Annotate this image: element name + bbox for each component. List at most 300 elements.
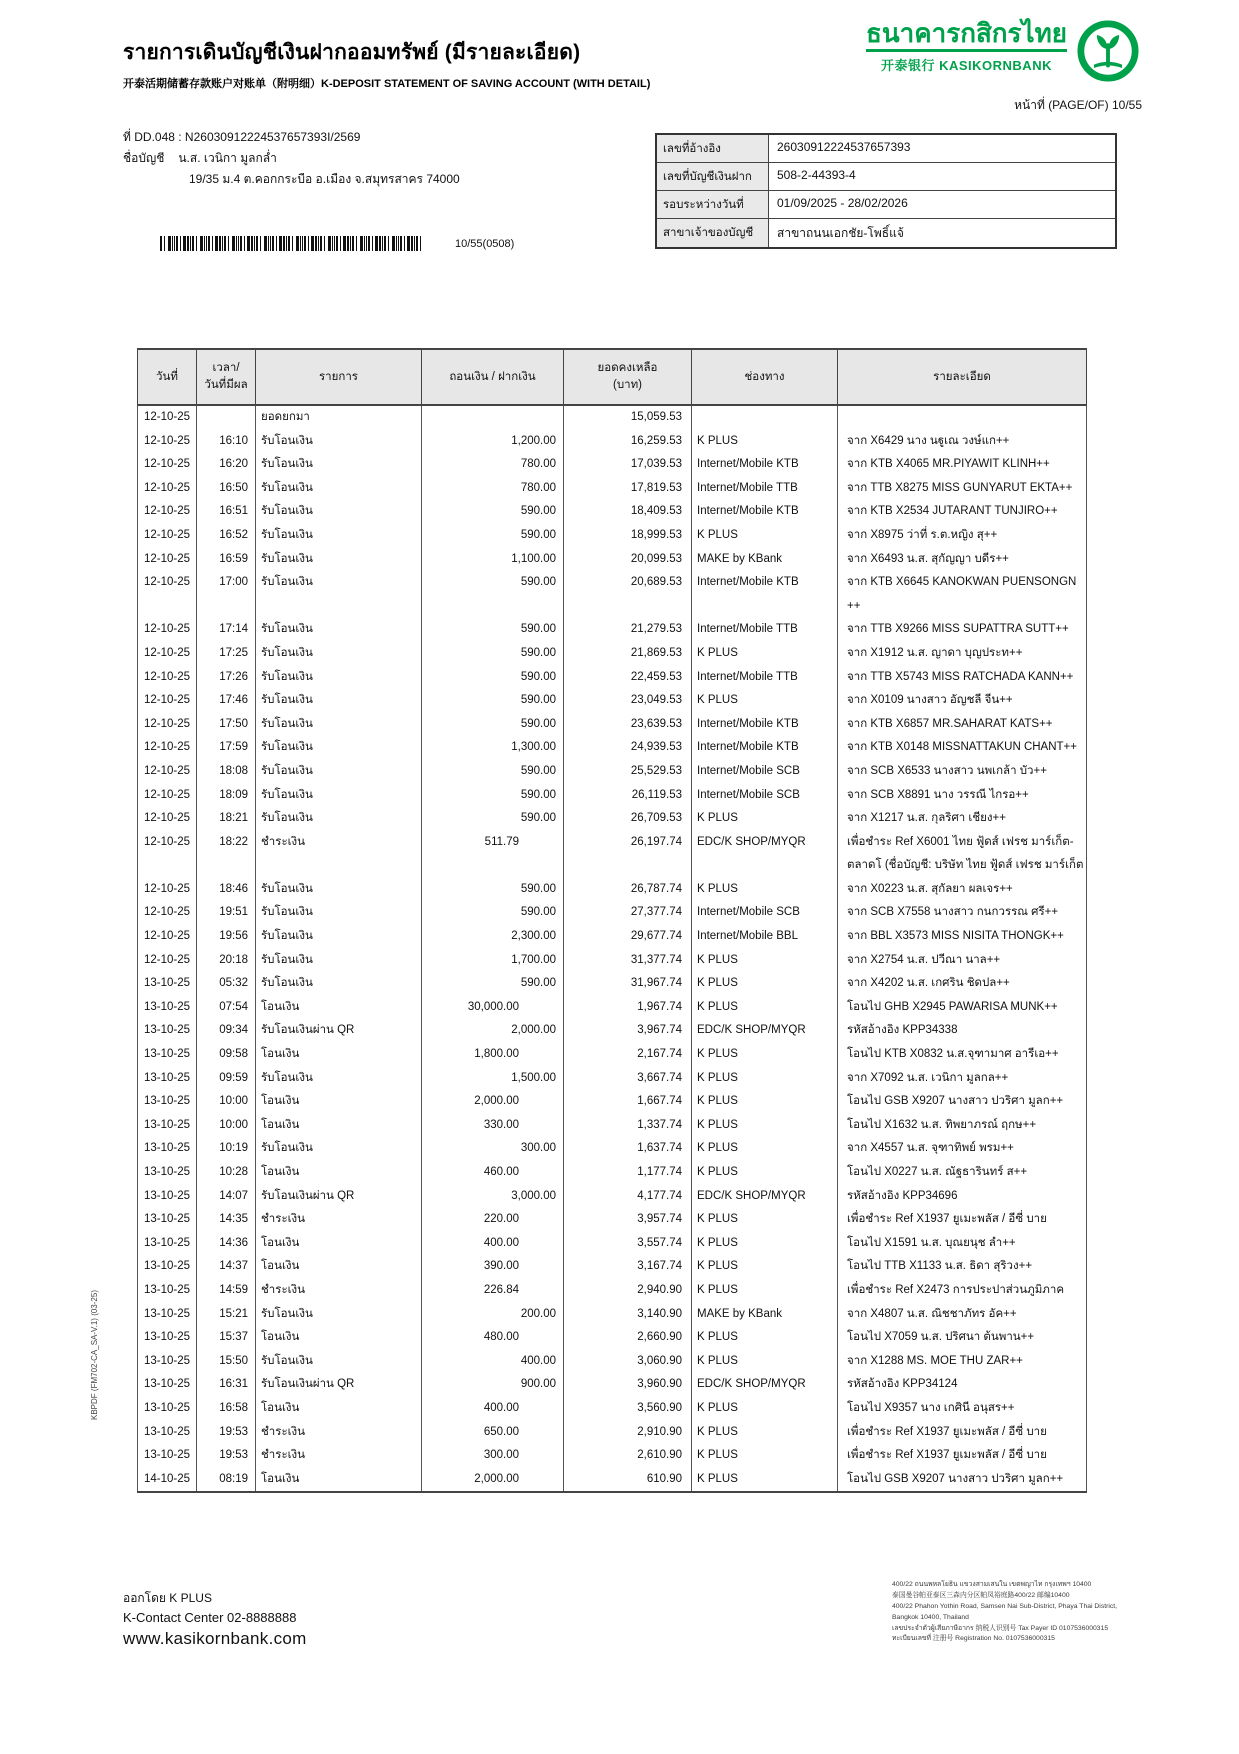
cell-balance: 3,557.74 [563, 1232, 691, 1256]
cell-channel: K PLUS [691, 1090, 837, 1114]
table-row [137, 1137, 1087, 1161]
cell-time: 17:14 [196, 618, 255, 642]
cell-detail [837, 1350, 1087, 1374]
cell-time: 16:50 [196, 477, 255, 501]
table-row [137, 1468, 1087, 1492]
cell-balance: 3,560.90 [563, 1397, 691, 1421]
barcode-bar [292, 236, 293, 251]
cell-balance: 3,167.74 [563, 1255, 691, 1279]
cell-date: 13-10-25 [137, 1067, 196, 1091]
cell-balance: 3,667.74 [563, 1067, 691, 1091]
barcode-bar [315, 236, 317, 251]
cell-transaction-type: รับโอนเงิน [255, 524, 421, 548]
bank-logo-rule [866, 49, 1067, 52]
cell-balance: 15,059.53 [563, 406, 691, 430]
cell-amount: 1,700.00 [421, 949, 563, 973]
cell-date: 12-10-25 [137, 736, 196, 760]
table-row [137, 1255, 1087, 1279]
cell-detail [837, 477, 1087, 501]
footer-fine-print [892, 1580, 1124, 1645]
title-block [123, 36, 650, 91]
cell-date: 13-10-25 [137, 1161, 196, 1185]
cell-date: 13-10-25 [137, 1232, 196, 1256]
cell-amount: 220.00 [421, 1208, 563, 1232]
cell-transaction-type: รับโอนเงิน [255, 760, 421, 784]
detail-line: โอนไป GSB X9207 นางสาว ปวริศา มูลก++ [847, 1472, 1064, 1485]
info-label: สาขาเจ้าของบัญชี [657, 219, 769, 247]
detail-line: จาก SCB X7558 นางสาว กนกวรรณ ศรี++ [847, 906, 1059, 919]
detail-line: จาก X4557 น.ส. จุฑาทิพย์ พรม++ [847, 1142, 1014, 1155]
cell-transaction-type: รับโอนเงิน [255, 925, 421, 949]
cell-transaction-type: รับโอนเงิน [255, 901, 421, 925]
cell-amount: 780.00 [421, 453, 563, 477]
cell-date: 12-10-25 [137, 642, 196, 666]
bank-logo-text [866, 20, 1067, 74]
barcode-bar [300, 236, 301, 251]
footer-left [123, 1589, 307, 1649]
barcode-bar [172, 236, 173, 251]
cell-detail [837, 736, 1087, 760]
info-value: 508-2-44393-4 [777, 168, 856, 182]
cell-transaction-type: ชำระเงิน [255, 831, 421, 878]
table-row [137, 949, 1087, 973]
barcode-bar [382, 236, 383, 251]
table-row [137, 1114, 1087, 1138]
barcode-bar [336, 236, 338, 251]
cell-time: 19:56 [196, 925, 255, 949]
account-block [123, 152, 460, 186]
cell-transaction-type: ชำระเงิน [255, 1444, 421, 1468]
cell-detail [837, 1161, 1087, 1185]
cell-channel: EDC/K SHOP/MYQR [691, 1373, 837, 1397]
cell-transaction-type: รับโอนเงิน [255, 1350, 421, 1374]
table-row [137, 996, 1087, 1020]
barcode-bar [180, 236, 181, 251]
barcode-bar [324, 236, 325, 251]
cell-balance: 1,637.74 [563, 1137, 691, 1161]
cell-date: 12-10-25 [137, 689, 196, 713]
cell-channel: Internet/Mobile SCB [691, 901, 837, 925]
cell-channel: K PLUS [691, 1114, 837, 1138]
column-header [137, 350, 196, 404]
table-row [137, 1326, 1087, 1350]
cell-time: 10:19 [196, 1137, 255, 1161]
cell-amount: 2,000.00 [421, 1090, 563, 1114]
cell-time: 14:37 [196, 1255, 255, 1279]
cell-amount: 1,300.00 [421, 736, 563, 760]
table-row [137, 1090, 1087, 1114]
cell-time: 16:20 [196, 453, 255, 477]
cell-date: 12-10-25 [137, 713, 196, 737]
cell-time: 17:25 [196, 642, 255, 666]
table-row [137, 689, 1087, 713]
cell-time [196, 406, 255, 430]
cell-channel: K PLUS [691, 1137, 837, 1161]
cell-time: 19:53 [196, 1444, 255, 1468]
barcode-bar [360, 236, 363, 251]
cell-amount: 590.00 [421, 713, 563, 737]
cell-balance: 2,610.90 [563, 1444, 691, 1468]
barcode-bar [400, 236, 402, 251]
cell-amount: 2,000.00 [421, 1468, 563, 1492]
cell-channel: Internet/Mobile TTB [691, 618, 837, 642]
barcode-bar [392, 236, 395, 251]
cell-channel: K PLUS [691, 1208, 837, 1232]
cell-transaction-type: ยอดยกมา [255, 406, 421, 430]
cell-channel: Internet/Mobile KTB [691, 453, 837, 477]
column-header-line: ยอดคงเหลือ [597, 362, 658, 375]
cell-channel: MAKE by KBank [691, 548, 837, 572]
cell-detail [837, 1373, 1087, 1397]
page-number: หน้าที่ (PAGE/OF) 10/55 [1014, 98, 1142, 112]
cell-channel: Internet/Mobile KTB [691, 736, 837, 760]
cell-time: 17:26 [196, 666, 255, 690]
fine-print-line: 400/22 Phahon Yothin Road, Samsen Nai Sub-District, Phaya Thai District, Bangkok 10400, Thailand [892, 1602, 1118, 1621]
table-row [137, 1421, 1087, 1445]
table-row [137, 1043, 1087, 1067]
cell-balance: 2,910.90 [563, 1421, 691, 1445]
cell-detail [837, 1397, 1087, 1421]
cell-amount: 590.00 [421, 760, 563, 784]
cell-detail [837, 524, 1087, 548]
cell-transaction-type: รับโอนเงิน [255, 1137, 421, 1161]
barcode-bar [334, 236, 335, 251]
detail-line: จาก X4807 น.ส. ณิชชาภัทร อัค++ [847, 1307, 1017, 1320]
cell-date: 13-10-25 [137, 1350, 196, 1374]
cell-transaction-type: โอนเงิน [255, 996, 421, 1020]
detail-line: จาก X6493 น.ส. สุกัญญา บดีร++ [847, 552, 1009, 565]
column-header [837, 350, 1087, 404]
cell-date: 12-10-25 [137, 618, 196, 642]
barcode-bar [168, 236, 171, 251]
barcode-bar [244, 236, 245, 251]
cell-amount: 390.00 [421, 1255, 563, 1279]
cell-transaction-type: รับโอนเงิน [255, 713, 421, 737]
cell-amount: 590.00 [421, 784, 563, 808]
cell-amount: 1,500.00 [421, 1067, 563, 1091]
barcode-bar [414, 236, 415, 251]
info-label: เลขที่อ้างอิง [657, 135, 769, 162]
column-header-line: เวลา/ [212, 362, 240, 375]
cell-time: 17:59 [196, 736, 255, 760]
cell-date: 12-10-25 [137, 760, 196, 784]
cell-date: 13-10-25 [137, 1303, 196, 1327]
bank-website: www.kasikornbank.com [123, 1629, 307, 1648]
table-row [137, 1444, 1087, 1468]
cell-time: 18:21 [196, 807, 255, 831]
cell-time: 15:37 [196, 1326, 255, 1350]
table-row [137, 571, 1087, 618]
table-row [137, 1019, 1087, 1043]
detail-line: โอนไป GHB X2945 PAWARISA MUNK++ [847, 1000, 1058, 1013]
detail-line: จาก KTB X2534 JUTARANT TUNJIRO++ [847, 505, 1058, 518]
barcode-bar [343, 236, 346, 251]
detail-line: จาก TTB X9266 MISS SUPATTRA SUTT++ [847, 623, 1069, 636]
cell-channel: Internet/Mobile TTB [691, 666, 837, 690]
cell-detail [837, 1019, 1087, 1043]
cell-time: 14:36 [196, 1232, 255, 1256]
cell-channel: K PLUS [691, 1397, 837, 1421]
table-row [137, 1185, 1087, 1209]
cell-balance: 2,167.74 [563, 1043, 691, 1067]
column-header [691, 350, 837, 404]
cell-transaction-type: รับโอนเงิน [255, 571, 421, 618]
cell-channel: K PLUS [691, 1161, 837, 1185]
barcode-bar [164, 236, 165, 251]
column-header [196, 350, 255, 404]
cell-amount: 900.00 [421, 1373, 563, 1397]
cell-channel: K PLUS [691, 972, 837, 996]
barcode-bar [283, 236, 285, 251]
cell-amount: 300.00 [421, 1444, 563, 1468]
cell-amount: 590.00 [421, 618, 563, 642]
cell-time: 18:08 [196, 760, 255, 784]
barcode-bar [187, 236, 189, 251]
page-title: รายการเดินบัญชีเงินฝากออมทรัพย์ (มีรายละเอียด) [123, 41, 581, 64]
cell-channel: K PLUS [691, 524, 837, 548]
cell-balance: 1,337.74 [563, 1114, 691, 1138]
cell-balance: 18,409.53 [563, 500, 691, 524]
cell-channel: K PLUS [691, 1421, 837, 1445]
barcode-bar [251, 236, 253, 251]
cell-transaction-type: โอนเงิน [255, 1397, 421, 1421]
barcode-bar [340, 236, 341, 251]
barcode-bar [272, 236, 274, 251]
detail-line: โอนไป KTB X0832 น.ส.จุฑามาศ อารีเอ++ [847, 1048, 1059, 1061]
cell-balance: 26,119.53 [563, 784, 691, 808]
cell-balance: 31,377.74 [563, 949, 691, 973]
fine-print-line: เลขประจำตัวผู้เสียภาษีอากร 纳税人识别号 Tax Payer ID 0107536000315 [892, 1624, 1109, 1632]
cell-date: 12-10-25 [137, 784, 196, 808]
cell-detail [837, 1303, 1087, 1327]
cell-detail [837, 1114, 1087, 1138]
cell-balance: 17,039.53 [563, 453, 691, 477]
barcode-bar [268, 236, 269, 251]
cell-channel [691, 406, 837, 430]
cell-transaction-type: รับโอนเงิน [255, 949, 421, 973]
detail-line: โอนไป X0227 น.ส. ณัฐธารินทร์ ส++ [847, 1166, 1028, 1178]
detail-line: จาก X1288 MS. MOE THU ZAR++ [847, 1354, 1023, 1367]
column-header-line: วันที่มีผล [204, 379, 248, 391]
cell-detail [837, 784, 1087, 808]
barcode-bar [196, 236, 197, 251]
table-row [137, 972, 1087, 996]
cell-date: 12-10-25 [137, 807, 196, 831]
barcode-bar [238, 236, 239, 251]
cell-channel: EDC/K SHOP/MYQR [691, 831, 837, 878]
cell-balance: 3,967.74 [563, 1019, 691, 1043]
detail-line: โอนไป X1591 น.ส. บุณยนุช ลำ++ [847, 1236, 1016, 1249]
cell-amount: 480.00 [421, 1326, 563, 1350]
barcode-bar [320, 236, 322, 251]
cell-time: 15:50 [196, 1350, 255, 1374]
cell-balance: 21,869.53 [563, 642, 691, 666]
cell-channel: EDC/K SHOP/MYQR [691, 1019, 837, 1043]
cell-transaction-type: โอนเงิน [255, 1114, 421, 1138]
cell-amount: 1,200.00 [421, 430, 563, 454]
cell-channel: K PLUS [691, 1468, 837, 1492]
account-address: 19/35 ม.4 ต.คอกกระบือ อ.เมือง จ.สมุทรสาคร 74000 [189, 172, 460, 187]
barcode-bar [366, 236, 367, 251]
barcode-bar [208, 236, 210, 251]
cell-transaction-type: รับโอนเงินผ่าน QR [255, 1019, 421, 1043]
cell-amount: 1,800.00 [421, 1043, 563, 1067]
cell-transaction-type: รับโอนเงิน [255, 807, 421, 831]
cell-date: 13-10-25 [137, 1373, 196, 1397]
table-row [137, 1303, 1087, 1327]
barcode-bar [240, 236, 242, 251]
fine-print-line: ทะเบียนเลขที่ 注册号 Registration No. 0107536000315 [892, 1635, 1055, 1643]
barcode-bar [215, 236, 218, 251]
detail-line: จาก X6429 นาง นฐูเณ วงษ์แก++ [847, 434, 1010, 447]
cell-detail [837, 1043, 1087, 1067]
cell-time: 16:51 [196, 500, 255, 524]
cell-balance: 20,099.53 [563, 548, 691, 572]
cell-balance: 3,957.74 [563, 1208, 691, 1232]
cell-date: 13-10-25 [137, 1043, 196, 1067]
barcode-bar [302, 236, 303, 251]
cell-time: 14:07 [196, 1185, 255, 1209]
cell-amount: 590.00 [421, 878, 563, 902]
cell-channel: K PLUS [691, 949, 837, 973]
cell-amount [421, 406, 563, 430]
barcode-bar [190, 236, 191, 251]
cell-balance: 27,377.74 [563, 901, 691, 925]
bank-name-sub: 开泰银行 KASIKORNBANK [880, 58, 1052, 74]
cell-date: 12-10-25 [137, 548, 196, 572]
cell-time: 10:00 [196, 1114, 255, 1138]
barcode-bar [270, 236, 271, 251]
cell-detail [837, 1279, 1087, 1303]
cell-transaction-type: รับโอนเงิน [255, 430, 421, 454]
info-row [657, 135, 1115, 163]
cell-channel: K PLUS [691, 430, 837, 454]
cell-detail [837, 430, 1087, 454]
detail-line: ตลาดโ (ชื่อบัญชี: บริษัท ไทย ฟู้ดส์ เฟรช มาร์เก็ต [847, 859, 1084, 872]
cell-balance: 24,939.53 [563, 736, 691, 760]
cell-date: 13-10-25 [137, 1255, 196, 1279]
barcode-bar [404, 236, 405, 251]
cell-time: 17:50 [196, 713, 255, 737]
barcode-bar [288, 236, 290, 251]
cell-date: 13-10-25 [137, 1397, 196, 1421]
cell-transaction-type: โอนเงิน [255, 1326, 421, 1350]
detail-line: จาก KTB X6857 MR.SAHARAT KATS++ [847, 717, 1053, 730]
cell-balance: 25,529.53 [563, 760, 691, 784]
column-header-line: ช่องทาง [744, 370, 785, 383]
cell-balance: 26,787.74 [563, 878, 691, 902]
table-row [137, 807, 1087, 831]
cell-balance: 3,060.90 [563, 1350, 691, 1374]
detail-line: จาก TTB X8275 MISS GUNYARUT EKTA++ [847, 481, 1073, 494]
cell-detail [837, 1185, 1087, 1209]
cell-transaction-type: รับโอนเงิน [255, 1303, 421, 1327]
cell-detail [837, 406, 1087, 430]
cell-date: 12-10-25 [137, 949, 196, 973]
table-row [137, 500, 1087, 524]
barcode-label: 10/55(0508) [455, 238, 515, 250]
table-row [137, 1232, 1087, 1256]
cell-detail [837, 901, 1087, 925]
cell-balance: 18,999.53 [563, 524, 691, 548]
cell-transaction-type: โอนเงิน [255, 1468, 421, 1492]
info-value: สาขาถนนเอกชัย-โพธิ์แจ้ [777, 226, 904, 240]
cell-transaction-type: โอนเงิน [255, 1161, 421, 1185]
detail-line: เพื่อชำระ Ref X2473 การประปาส่วนภูมิภาค [847, 1283, 1065, 1296]
cell-transaction-type: โอนเงิน [255, 1043, 421, 1067]
transaction-table [137, 348, 1087, 1493]
cell-channel: K PLUS [691, 1444, 837, 1468]
cell-time: 14:59 [196, 1279, 255, 1303]
cell-detail [837, 453, 1087, 477]
info-label: รอบระหว่างวันที่ [657, 191, 769, 218]
detail-line: จาก X0109 นางสาว อัญชลี จีน++ [847, 694, 1013, 707]
cell-date: 13-10-25 [137, 1185, 196, 1209]
cell-date: 12-10-25 [137, 571, 196, 618]
table-row [137, 666, 1087, 690]
barcode-bar [232, 236, 235, 251]
barcode-bar [222, 236, 223, 251]
detail-line: โอนไป X9357 นาง เกศินี อนุสร++ [847, 1401, 1015, 1414]
barcode-bar [228, 236, 229, 251]
transaction-table-body [137, 406, 1087, 1491]
account-name-label: ชื่อบัญชี [123, 151, 165, 165]
barcode-bar [396, 236, 397, 251]
column-header [563, 350, 691, 404]
detail-line: รหัสอ้างอิง KPP34696 [847, 1189, 958, 1202]
cell-detail [837, 666, 1087, 690]
barcode-bar [236, 236, 237, 251]
table-row [137, 878, 1087, 902]
cell-amount: 200.00 [421, 1303, 563, 1327]
detail-line: รหัสอ้างอิง KPP34338 [847, 1024, 958, 1037]
barcode-bar [204, 236, 205, 251]
barcode-bar [260, 236, 261, 251]
barcode-bar [311, 236, 314, 251]
cell-detail [837, 760, 1087, 784]
cell-transaction-type: รับโอนเงิน [255, 642, 421, 666]
cell-date: 13-10-25 [137, 1444, 196, 1468]
cell-date: 13-10-25 [137, 1279, 196, 1303]
cell-channel: Internet/Mobile SCB [691, 760, 837, 784]
detail-line: จาก BBL X3573 MISS NISITA THONGK++ [847, 930, 1064, 943]
detail-line: จาก X4202 น.ส. เกศริน ชิดปล++ [847, 977, 1010, 990]
barcode-bar [308, 236, 309, 251]
cell-transaction-type: ชำระเงิน [255, 1279, 421, 1303]
barcode-bar [276, 236, 277, 251]
contact-center: K-Contact Center 02-8888888 [123, 1610, 297, 1625]
cell-transaction-type: รับโอนเงิน [255, 477, 421, 501]
column-header-line: รายละเอียด [933, 370, 991, 383]
cell-transaction-type: รับโอนเงิน [255, 548, 421, 572]
cell-channel: K PLUS [691, 642, 837, 666]
cell-time: 20:18 [196, 949, 255, 973]
column-header-line: วันที่ [156, 370, 178, 383]
barcode-bar [247, 236, 250, 251]
cell-amount: 511.79 [421, 831, 563, 878]
cell-channel: Internet/Mobile KTB [691, 571, 837, 618]
barcode-bar [364, 236, 365, 251]
cell-detail [837, 1421, 1087, 1445]
cell-channel: MAKE by KBank [691, 1303, 837, 1327]
cell-detail [837, 1067, 1087, 1091]
cell-date: 12-10-25 [137, 524, 196, 548]
cell-time: 19:53 [196, 1421, 255, 1445]
cell-transaction-type: รับโอนเงินผ่าน QR [255, 1373, 421, 1397]
cell-amount: 2,300.00 [421, 925, 563, 949]
detail-line: จาก SCB X8891 นาง วรรณี ไกรอ++ [847, 788, 1029, 801]
cell-amount: 300.00 [421, 1137, 563, 1161]
